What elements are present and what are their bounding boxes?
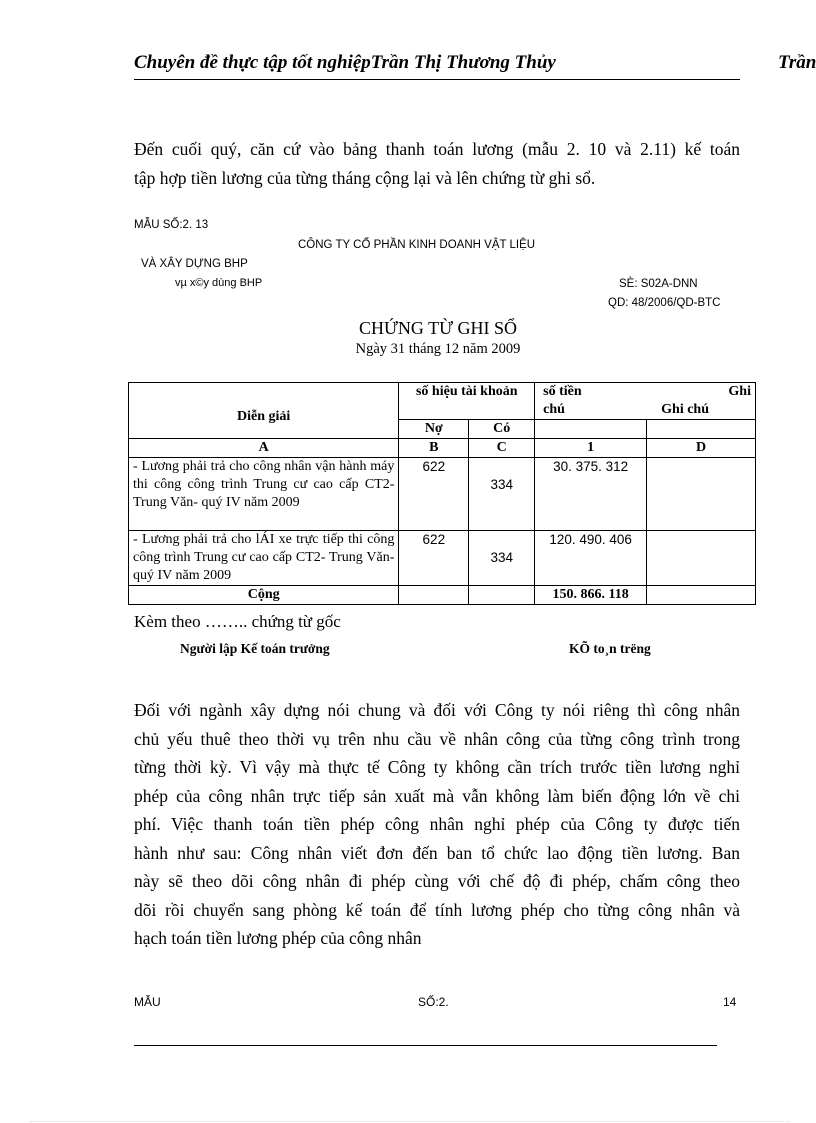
code-cell: A [129, 439, 399, 458]
document-header-author: Trần [778, 52, 816, 73]
signature-preparer: Người lập Kế toán trưởng [180, 641, 330, 656]
body-line: này sẽ theo dõi công nhân đi phép cùng với chế độ đi phép, chấm công theo [134, 871, 740, 891]
table-code-row [129, 439, 756, 458]
attachment-note: Kèm theo …….. chứng từ gốc [134, 612, 341, 631]
form-code: SÈ: S02A-DNN [619, 278, 698, 290]
document-header-title: Chuyên đề thực tập tốt nghiệpTrần Thị Thương Thủy [134, 52, 556, 73]
table-row [129, 531, 756, 586]
row-amount: 30. 375. 312 [535, 458, 647, 531]
company-name-line3: vµ x©y dùng BHP [175, 277, 263, 289]
company-name-line2: VÀ XÂY DỰNG BHP [141, 258, 248, 270]
row-credit: 334 [469, 458, 535, 531]
form-number: MẪU SỐ:2. 13 [134, 219, 209, 231]
intro-line: Đến cuối quý, căn cứ vào bảng thanh toán lương (mẫu 2. 10 và 2.11) kế toán [134, 139, 740, 159]
footer-form-number: SỐ:2. [418, 995, 449, 1009]
row-debit: 622 [399, 458, 469, 531]
header-divider [134, 79, 740, 80]
table-header-row [129, 383, 756, 420]
header-debit: Nợ [399, 420, 469, 439]
body-line: Đối với ngành xây dựng nói chung và đối với Công ty nói riêng thì công nhân [134, 700, 740, 720]
header-amount: số tiền [543, 384, 582, 399]
footer-divider [134, 1045, 717, 1046]
body-paragraph [134, 696, 740, 953]
footer-form-label: MẪU [134, 995, 161, 1009]
body-line: chủ yếu thuê theo thời vụ trên nhu cầu về nhân công của từng công trình trong [134, 728, 740, 749]
row-description: - Lương phải trả cho công nhân vận hành máy thi công công trình Trung cư cao cấp CT2- Trung Văn- quý IV năm 2009 [129, 458, 399, 531]
row-description: - Lương phải trả cho lÁI xe trực tiếp thi công công trình Trung cư cao cấp CT2- Trung Văn- quý IV năm 2009 [129, 531, 399, 586]
page-edge [30, 1121, 790, 1122]
header-note: Ghi chú [661, 402, 710, 417]
voucher-table [128, 382, 756, 605]
body-line: hạch toán tiền lương phép của công nhân [134, 928, 422, 948]
voucher-date: Ngày 31 tháng 12 năm 2009 [355, 341, 521, 357]
body-line: dõi rồi chuyển sang phòng kế toán để tính lương phép cho từng công nhân và [134, 899, 740, 920]
code-cell: 1 [535, 439, 647, 458]
code-cell: C [469, 439, 535, 458]
header-amount-note [535, 383, 756, 420]
header-description: Diễn giải [129, 383, 399, 439]
row-note [647, 458, 756, 531]
signature-chief-accountant: KÕ to¸n trëng [569, 641, 651, 656]
company-name-line1: CÔNG TY CỔ PHẦN KINH DOANH VẬT LIỆU [298, 239, 536, 251]
form-decision: QD: 48/2006/QD-BTC [608, 297, 721, 309]
body-line: phí. Việc thanh toán tiền phép công nhân nghỉ phép của Công ty được tiến [134, 814, 740, 834]
table-row [129, 458, 756, 531]
total-empty [469, 586, 535, 605]
body-line: hành như sau: Công nhân viết đơn đến ban tổ chức lao động tiền lương. Ban [134, 842, 740, 863]
total-empty [647, 586, 756, 605]
header-empty [647, 420, 756, 439]
body-line: từng thời kỳ. Vì vậy mà thực tế Công ty không cần trích trước tiền lương nghỉ [134, 757, 740, 777]
code-cell: B [399, 439, 469, 458]
body-line: phép của công nhân trực tiếp sản xuất mà vẫn không làm biến động lớn về chi [134, 785, 740, 806]
table-total-row [129, 586, 756, 605]
header-note-top: Ghi [728, 384, 751, 399]
row-credit: 334 [469, 531, 535, 586]
header-credit: Có [469, 420, 535, 439]
code-cell: D [647, 439, 756, 458]
header-amount-cont: chú [543, 402, 565, 417]
total-empty [399, 586, 469, 605]
total-label: Cộng [129, 586, 399, 605]
voucher-title: CHỨNG TỪ GHI SỔ [358, 318, 518, 338]
intro-line: tập hợp tiền lương của từng tháng cộng lại và lên chứng từ ghi sổ. [134, 167, 596, 188]
header-account-no: số hiệu tài khoản [399, 383, 535, 420]
total-amount: 150. 866. 118 [535, 586, 647, 605]
row-debit: 622 [399, 531, 469, 586]
row-note [647, 531, 756, 586]
page-number: 14 [723, 995, 737, 1009]
intro-paragraph [134, 135, 740, 192]
row-amount: 120. 490. 406 [535, 531, 647, 586]
header-empty [535, 420, 647, 439]
